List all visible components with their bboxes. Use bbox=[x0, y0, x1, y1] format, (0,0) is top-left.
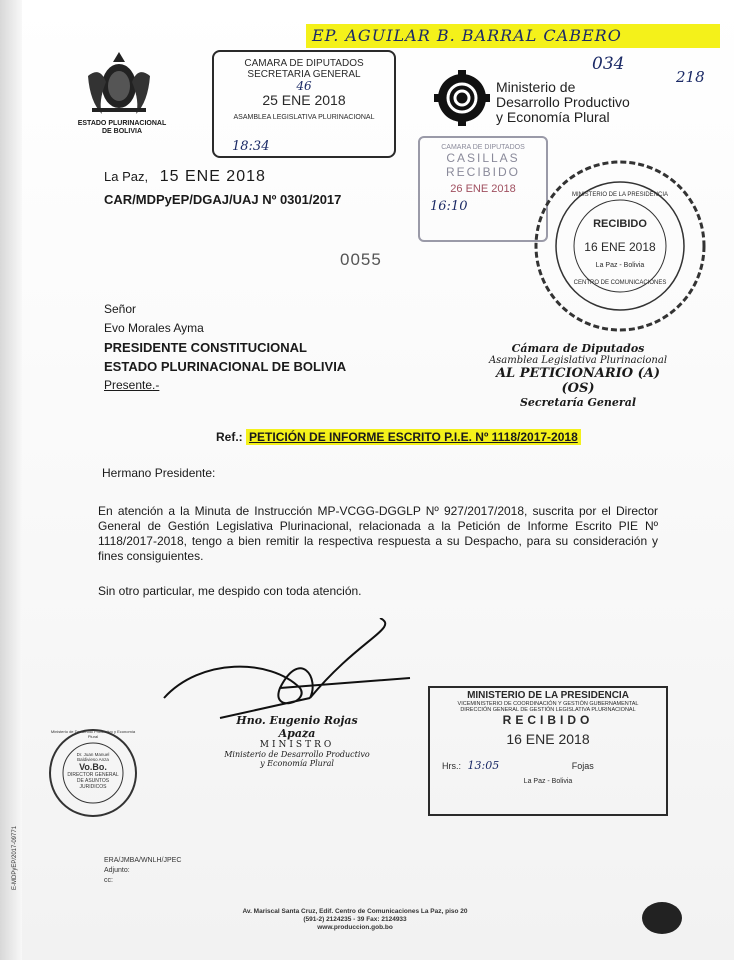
recipient-name: Evo Morales Ayma bbox=[104, 321, 204, 335]
coat-of-arms-icon bbox=[84, 46, 154, 118]
side-code: E-MDPyEP/2017-09771 bbox=[12, 825, 18, 890]
round-stamp-center: RECIBIDO bbox=[593, 218, 647, 230]
signer-ministry2: y Economía Plural bbox=[260, 759, 334, 768]
casillas-line2: CASILLAS bbox=[446, 151, 520, 165]
crest-label: ESTADO PLURINACIONAL DE BOLIVIA bbox=[77, 120, 167, 135]
recibido-line3: DIRECCIÓN GENERAL DE GESTIÓN LEGISLATIVA PLURINACIONAL bbox=[460, 707, 636, 713]
recibido-line2: VICEMINISTERIO DE COORDINACIÓN Y GESTIÓN GUBERNAMENTAL bbox=[457, 701, 639, 707]
vobo-dept2: DE ASUNTOS bbox=[76, 778, 110, 784]
ref-label: Ref.: bbox=[216, 430, 243, 444]
peticionario-line1: Cámara de Diputados bbox=[511, 342, 645, 355]
recibido-line1: MINISTERIO DE LA PRESIDENCIA bbox=[467, 690, 629, 701]
recibido-box-stamp bbox=[428, 686, 668, 816]
camara-reception-stamp bbox=[212, 50, 396, 158]
camara-stamp-date: 25 ENE 2018 bbox=[262, 92, 346, 108]
casillas-date: 26 ENE 2018 bbox=[450, 183, 516, 195]
reference-line bbox=[216, 430, 581, 444]
recibido-hrs-value: 13:05 bbox=[467, 759, 500, 772]
footer-line3: www.produccion.gob.bo bbox=[317, 924, 393, 931]
round-stamp-city: La Paz - Bolivia bbox=[595, 262, 645, 269]
vobo-round-stamp bbox=[48, 728, 138, 818]
recipient-block bbox=[104, 302, 404, 393]
peticionario-line2: Asamblea Legislativa Plurinacional bbox=[488, 355, 668, 366]
camara-peticionario-stamp bbox=[480, 342, 676, 409]
recibido-city: La Paz - Bolivia bbox=[523, 778, 573, 785]
vobo-name: Dr. Juan Manuel Baldivieso Anza bbox=[76, 752, 110, 762]
handwritten-note: EP. AGUILAR B. BARRAL CABERO bbox=[306, 24, 720, 48]
greeting: Hermano Presidente: bbox=[102, 466, 216, 480]
page-shadow bbox=[0, 0, 22, 960]
presidency-round-stamp bbox=[532, 158, 708, 334]
signer-block bbox=[222, 714, 372, 768]
ministry-line3: y Economía Plural bbox=[496, 109, 610, 125]
initials-line2: Adjunto: bbox=[104, 867, 130, 874]
signer-role: MINISTRO bbox=[259, 740, 335, 750]
recipient-title2: ESTADO PLURINACIONAL DE BOLIVIA bbox=[104, 359, 347, 374]
camara-stamp-line3: ASAMBLEA LEGISLATIVA PLURINACIONAL bbox=[233, 114, 375, 121]
footer-block bbox=[200, 908, 510, 932]
footer-badge-icon bbox=[640, 896, 684, 936]
signer-ministry1: Ministerio de Desarrollo Productivo bbox=[224, 750, 370, 759]
round-stamp-date: 16 ENE 2018 bbox=[584, 240, 656, 254]
camara-stamp-time: 18:34 bbox=[232, 139, 270, 154]
initials-block bbox=[104, 856, 181, 886]
casillas-time: 16:10 bbox=[430, 199, 468, 214]
peticionario-line3: AL PETICIONARIO (A) (OS) bbox=[495, 366, 661, 396]
round-stamp-bottom: CENTRO DE COMUNICACIONES bbox=[573, 280, 667, 286]
footer-line2: (591-2) 2124235 - 39 Fax: 2124933 bbox=[303, 916, 407, 923]
recipient-presente: Presente.- bbox=[104, 378, 160, 392]
round-stamp-top: MINISTERIO DE LA PRESIDENCIA bbox=[571, 192, 669, 198]
initials-line3: cc: bbox=[104, 877, 113, 884]
reference-code: CAR/MDPyEP/DGAJ/UAJ Nº 0301/2017 bbox=[104, 192, 342, 207]
camara-stamp-number: 46 bbox=[296, 79, 312, 93]
recibido-fojas-label: Fojas bbox=[571, 761, 594, 771]
closing-line: Sin otro particular, me despido con toda atención. bbox=[98, 584, 362, 598]
recibido-hrs-label: Hrs.: bbox=[442, 761, 461, 771]
date-city: La Paz, bbox=[104, 169, 149, 184]
casillas-line1: CAMARA DE DIPUTADOS bbox=[441, 144, 525, 151]
handwritten-number-2: 218 bbox=[676, 68, 705, 86]
footer-line1: Av. Mariscal Santa Cruz, Edif. Centro de Comunicaciones La Paz, piso 20 bbox=[242, 908, 468, 915]
recipient-title1: PRESIDENTE CONSTITUCIONAL bbox=[104, 340, 307, 355]
vobo-ring-text: Ministerio de Desarrollo Productivo y Economía Plural bbox=[50, 729, 136, 739]
date-line bbox=[104, 168, 266, 186]
signature-scribble bbox=[160, 618, 420, 728]
casillas-stamp bbox=[418, 136, 548, 242]
camara-stamp-line1: CAMARA DE DIPUTADOS bbox=[244, 58, 364, 69]
ministry-gear-icon bbox=[434, 70, 490, 126]
date-value: 15 ENE 2018 bbox=[159, 168, 266, 185]
recibido-line4: RECIBIDO bbox=[502, 713, 594, 727]
ministry-line2: Desarrollo Productivo bbox=[496, 94, 630, 110]
initials-line1: ERA/JMBA/WNLH/JPEC bbox=[104, 857, 182, 864]
vobo-label: Vo.Bo. bbox=[79, 762, 107, 772]
handwritten-number-1: 034 bbox=[592, 54, 625, 74]
ref-text: PETICIÓN DE INFORME ESCRITO P.I.E. Nº 1118/2017-2018 bbox=[246, 429, 581, 445]
body-paragraph: En atención a la Minuta de Instrucción MP-VCGG-DGGLP Nº 927/2017/2018, suscrita por el Director General de Gestión Legislativa Plurinacional, relacionada a la Petición de Informe Escrito PIE Nº 1118/2017-2018, tengo a bien remitir la respectiva respuesta a su Despacho, para su consideración y fines consiguientes. bbox=[98, 504, 658, 563]
vobo-center bbox=[66, 752, 120, 790]
peticionario-line4: Secretaría General bbox=[519, 396, 637, 409]
casillas-line3: RECIBIDO bbox=[445, 165, 520, 179]
recibido-date: 16 ENE 2018 bbox=[506, 731, 590, 747]
ministry-line1: Ministerio de bbox=[496, 79, 576, 95]
ministry-name bbox=[496, 80, 686, 125]
recibido-hrs-row bbox=[442, 759, 662, 772]
presente-text: Presente bbox=[104, 378, 153, 392]
camara-stamp-line2: SECRETARIA GENERAL bbox=[247, 69, 361, 80]
recipient-salutation: Señor bbox=[104, 302, 137, 316]
vobo-dept3: JURIDICOS bbox=[79, 784, 107, 790]
vobo-dept1: DIRECTOR GENERAL bbox=[67, 772, 119, 778]
document-number: 0055 bbox=[340, 250, 382, 269]
signer-name: Hno. Eugenio Rojas Apaza bbox=[236, 714, 358, 740]
